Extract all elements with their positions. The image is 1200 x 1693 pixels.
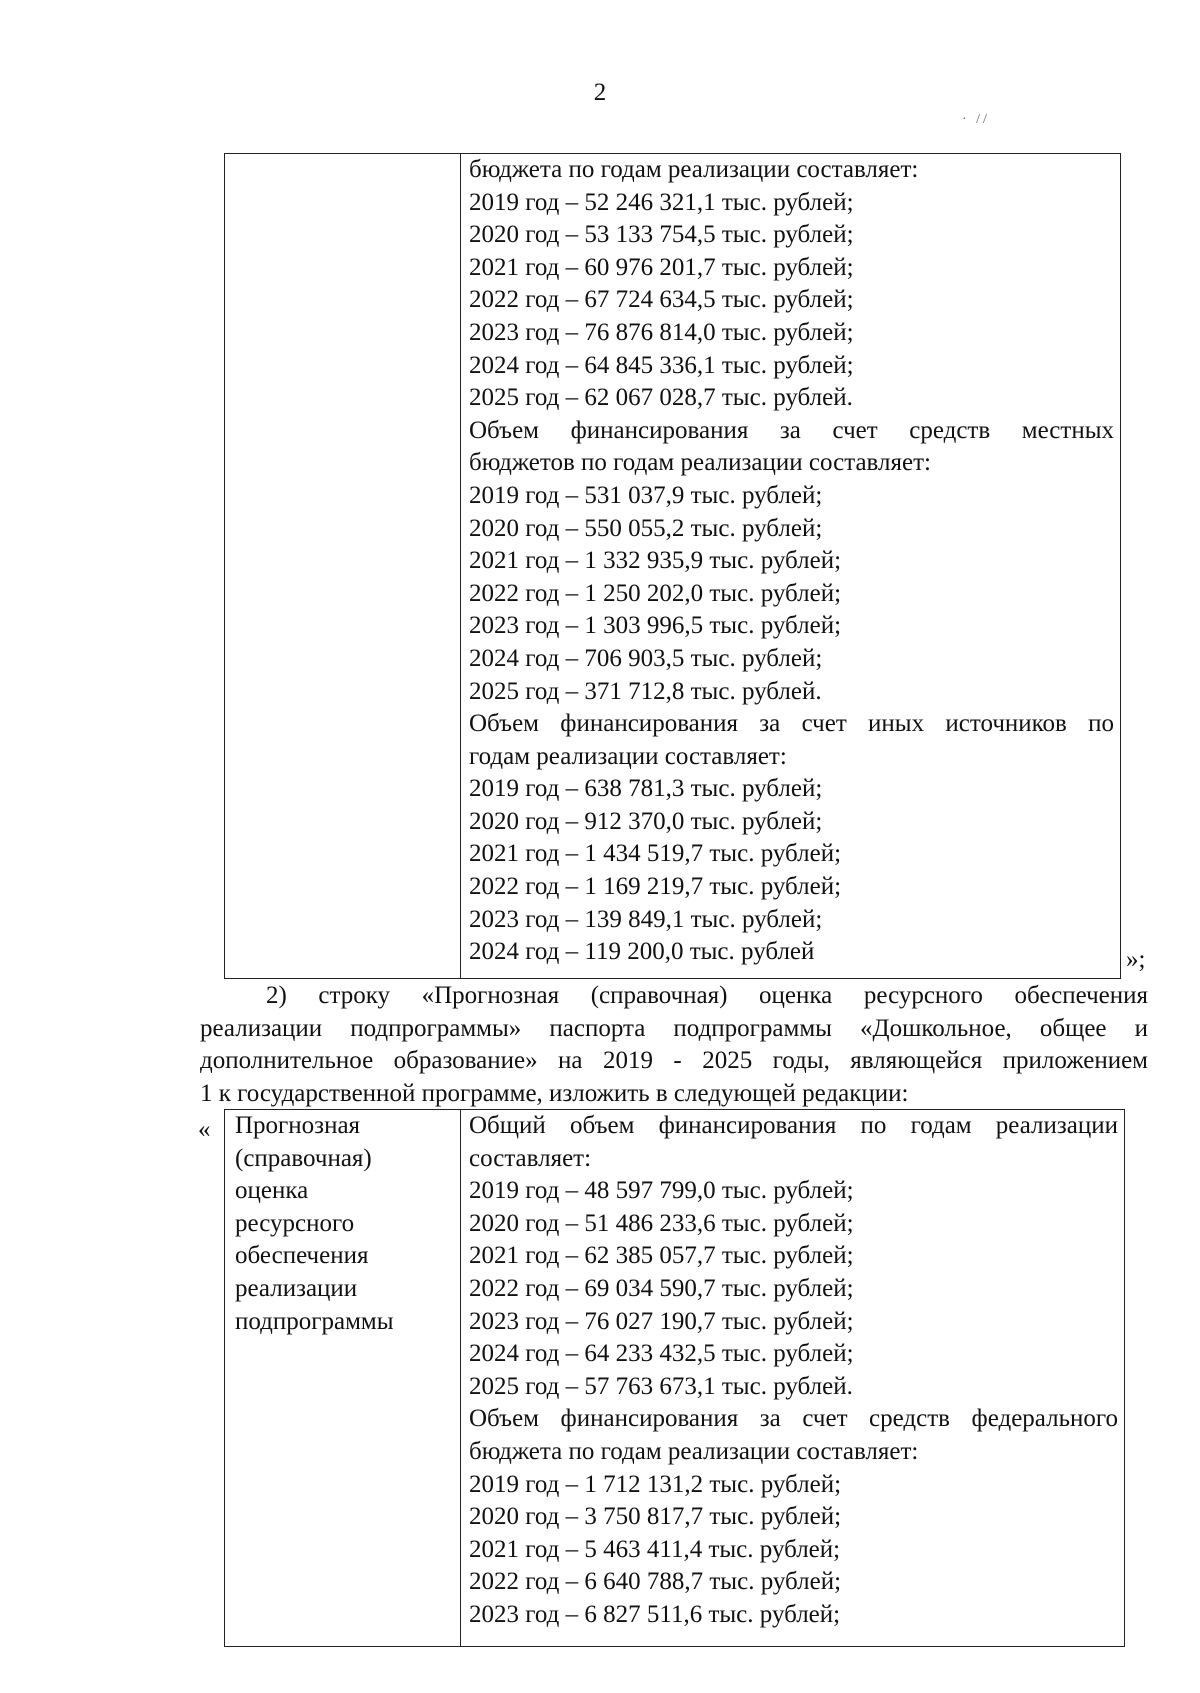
funding-line: 2023 год – 139 849,1 тыс. рублей; <box>469 905 823 933</box>
row-heading <box>225 1110 460 1338</box>
funding-line: 2020 год – 3 750 817,7 тыс. рублей; <box>469 1503 842 1531</box>
paragraph-line: 2) строку «Прогнозная (справочная) оценка ресурсного обеспечения <box>266 982 1148 1009</box>
funding-line: 2024 год – 706 903,5 тыс. рублей; <box>469 644 823 672</box>
funding-line: 2023 год – 6 827 511,6 тыс. рублей; <box>469 1600 841 1628</box>
closing-quote: »; <box>1126 946 1146 973</box>
funding-line: 2023 год – 76 876 814,0 тыс. рублей; <box>469 318 854 346</box>
funding-line: бюджета по годам реализации составляет: <box>469 1437 919 1465</box>
funding-lines <box>461 154 1120 969</box>
funding-line: годам реализации составляет: <box>469 742 787 770</box>
row-heading-line: реализации <box>235 1274 358 1302</box>
paragraph-line: реализации подпрограммы» паспорта подпрограммы «Дошкольное, общее и <box>200 1014 1148 1042</box>
funding-line: Объем финансирования за счет средств федерального <box>469 1405 1118 1433</box>
funding-line: 2020 год – 912 370,0 тыс. рублей; <box>469 807 823 835</box>
row-heading-line: Прогнозная <box>235 1112 361 1139</box>
funding-line: 2019 год – 1 712 131,2 тыс. рублей; <box>469 1470 842 1498</box>
funding-line: составляет: <box>469 1144 592 1172</box>
funding-line: 2019 год – 531 037,9 тыс. рублей; <box>469 481 823 509</box>
funding-line: бюджета по годам реализации составляет: <box>469 156 919 183</box>
row-heading-line: обеспечения <box>235 1242 369 1270</box>
funding-line: бюджетов по годам реализации составляет: <box>469 449 931 477</box>
table-row <box>225 1110 1125 1647</box>
funding-line: 2021 год – 1 332 935,9 тыс. рублей; <box>469 547 842 575</box>
funding-line: 2020 год – 53 133 754,5 тыс. рублей; <box>469 221 854 249</box>
funding-line: 2019 год – 52 246 321,1 тыс. рублей; <box>469 188 854 216</box>
funding-line: 2019 год – 48 597 799,0 тыс. рублей; <box>469 1177 854 1205</box>
opening-quote: « <box>198 1116 211 1143</box>
funding-line: 2025 год – 57 763 673,1 тыс. рублей. <box>469 1372 853 1400</box>
funding-line: 2022 год – 67 724 634,5 тыс. рублей; <box>469 286 854 314</box>
funding-line: 2021 год – 60 976 201,7 тыс. рублей; <box>469 253 854 281</box>
table-row <box>225 154 1121 979</box>
funding-line: 2025 год – 371 712,8 тыс. рублей. <box>469 677 822 705</box>
table-cell-right <box>461 1110 1125 1647</box>
funding-line: 2021 год – 62 385 057,7 тыс. рублей; <box>469 1242 854 1270</box>
funding-line: 2022 год – 1 250 202,0 тыс. рублей; <box>469 579 842 607</box>
funding-line: Объем финансирования за счет средств местных <box>469 416 1114 444</box>
paragraph-line: дополнительное образование» на 2019 - 2025 годы, являющейся приложением <box>200 1047 1148 1075</box>
funding-line: Объем финансирования за счет иных источников по <box>469 710 1114 738</box>
table-cell-left <box>225 1110 461 1647</box>
funding-line: 2020 год – 51 486 233,6 тыс. рублей; <box>469 1209 854 1237</box>
row-heading-line: (справочная) <box>235 1144 372 1172</box>
funding-line: 2024 год – 64 233 432,5 тыс. рублей; <box>469 1340 854 1368</box>
funding-line: 2024 год – 119 200,0 тыс. рублей <box>469 938 815 966</box>
table-cell-left <box>225 154 461 979</box>
funding-table-continued <box>224 153 1121 979</box>
funding-line: 2025 год – 62 067 028,7 тыс. рублей. <box>469 384 853 412</box>
paragraph-line: 1 к государственной программе, изложить в следующей редакции: <box>200 1079 909 1107</box>
funding-line: 2021 год – 5 463 411,4 тыс. рублей; <box>469 1535 841 1563</box>
amendment-paragraph <box>200 980 1148 1110</box>
scan-mark: · // <box>962 112 990 127</box>
funding-line: 2023 год – 76 027 190,7 тыс. рублей; <box>469 1307 854 1335</box>
funding-line: 2022 год – 6 640 788,7 тыс. рублей; <box>469 1568 842 1596</box>
funding-line: 2022 год – 69 034 590,7 тыс. рублей; <box>469 1274 854 1302</box>
table-cell-right <box>461 154 1121 979</box>
funding-line: 2019 год – 638 781,3 тыс. рублей; <box>469 775 823 803</box>
page-number: 2 <box>593 79 607 106</box>
funding-line: 2022 год – 1 169 219,7 тыс. рублей; <box>469 873 842 901</box>
row-heading-line: подпрограммы <box>235 1307 394 1335</box>
funding-line: 2020 год – 550 055,2 тыс. рублей; <box>469 514 823 542</box>
row-heading-line: оценка <box>235 1177 309 1205</box>
funding-line: Общий объем финансирования по годам реализации <box>469 1112 1118 1139</box>
subprogram-funding-table <box>224 1109 1125 1647</box>
funding-line: 2023 год – 1 303 996,5 тыс. рублей; <box>469 612 842 640</box>
funding-lines <box>461 1110 1124 1632</box>
funding-line: 2024 год – 64 845 336,1 тыс. рублей; <box>469 351 854 379</box>
funding-line: 2021 год – 1 434 519,7 тыс. рублей; <box>469 840 842 868</box>
row-heading-line: ресурсного <box>235 1209 355 1237</box>
